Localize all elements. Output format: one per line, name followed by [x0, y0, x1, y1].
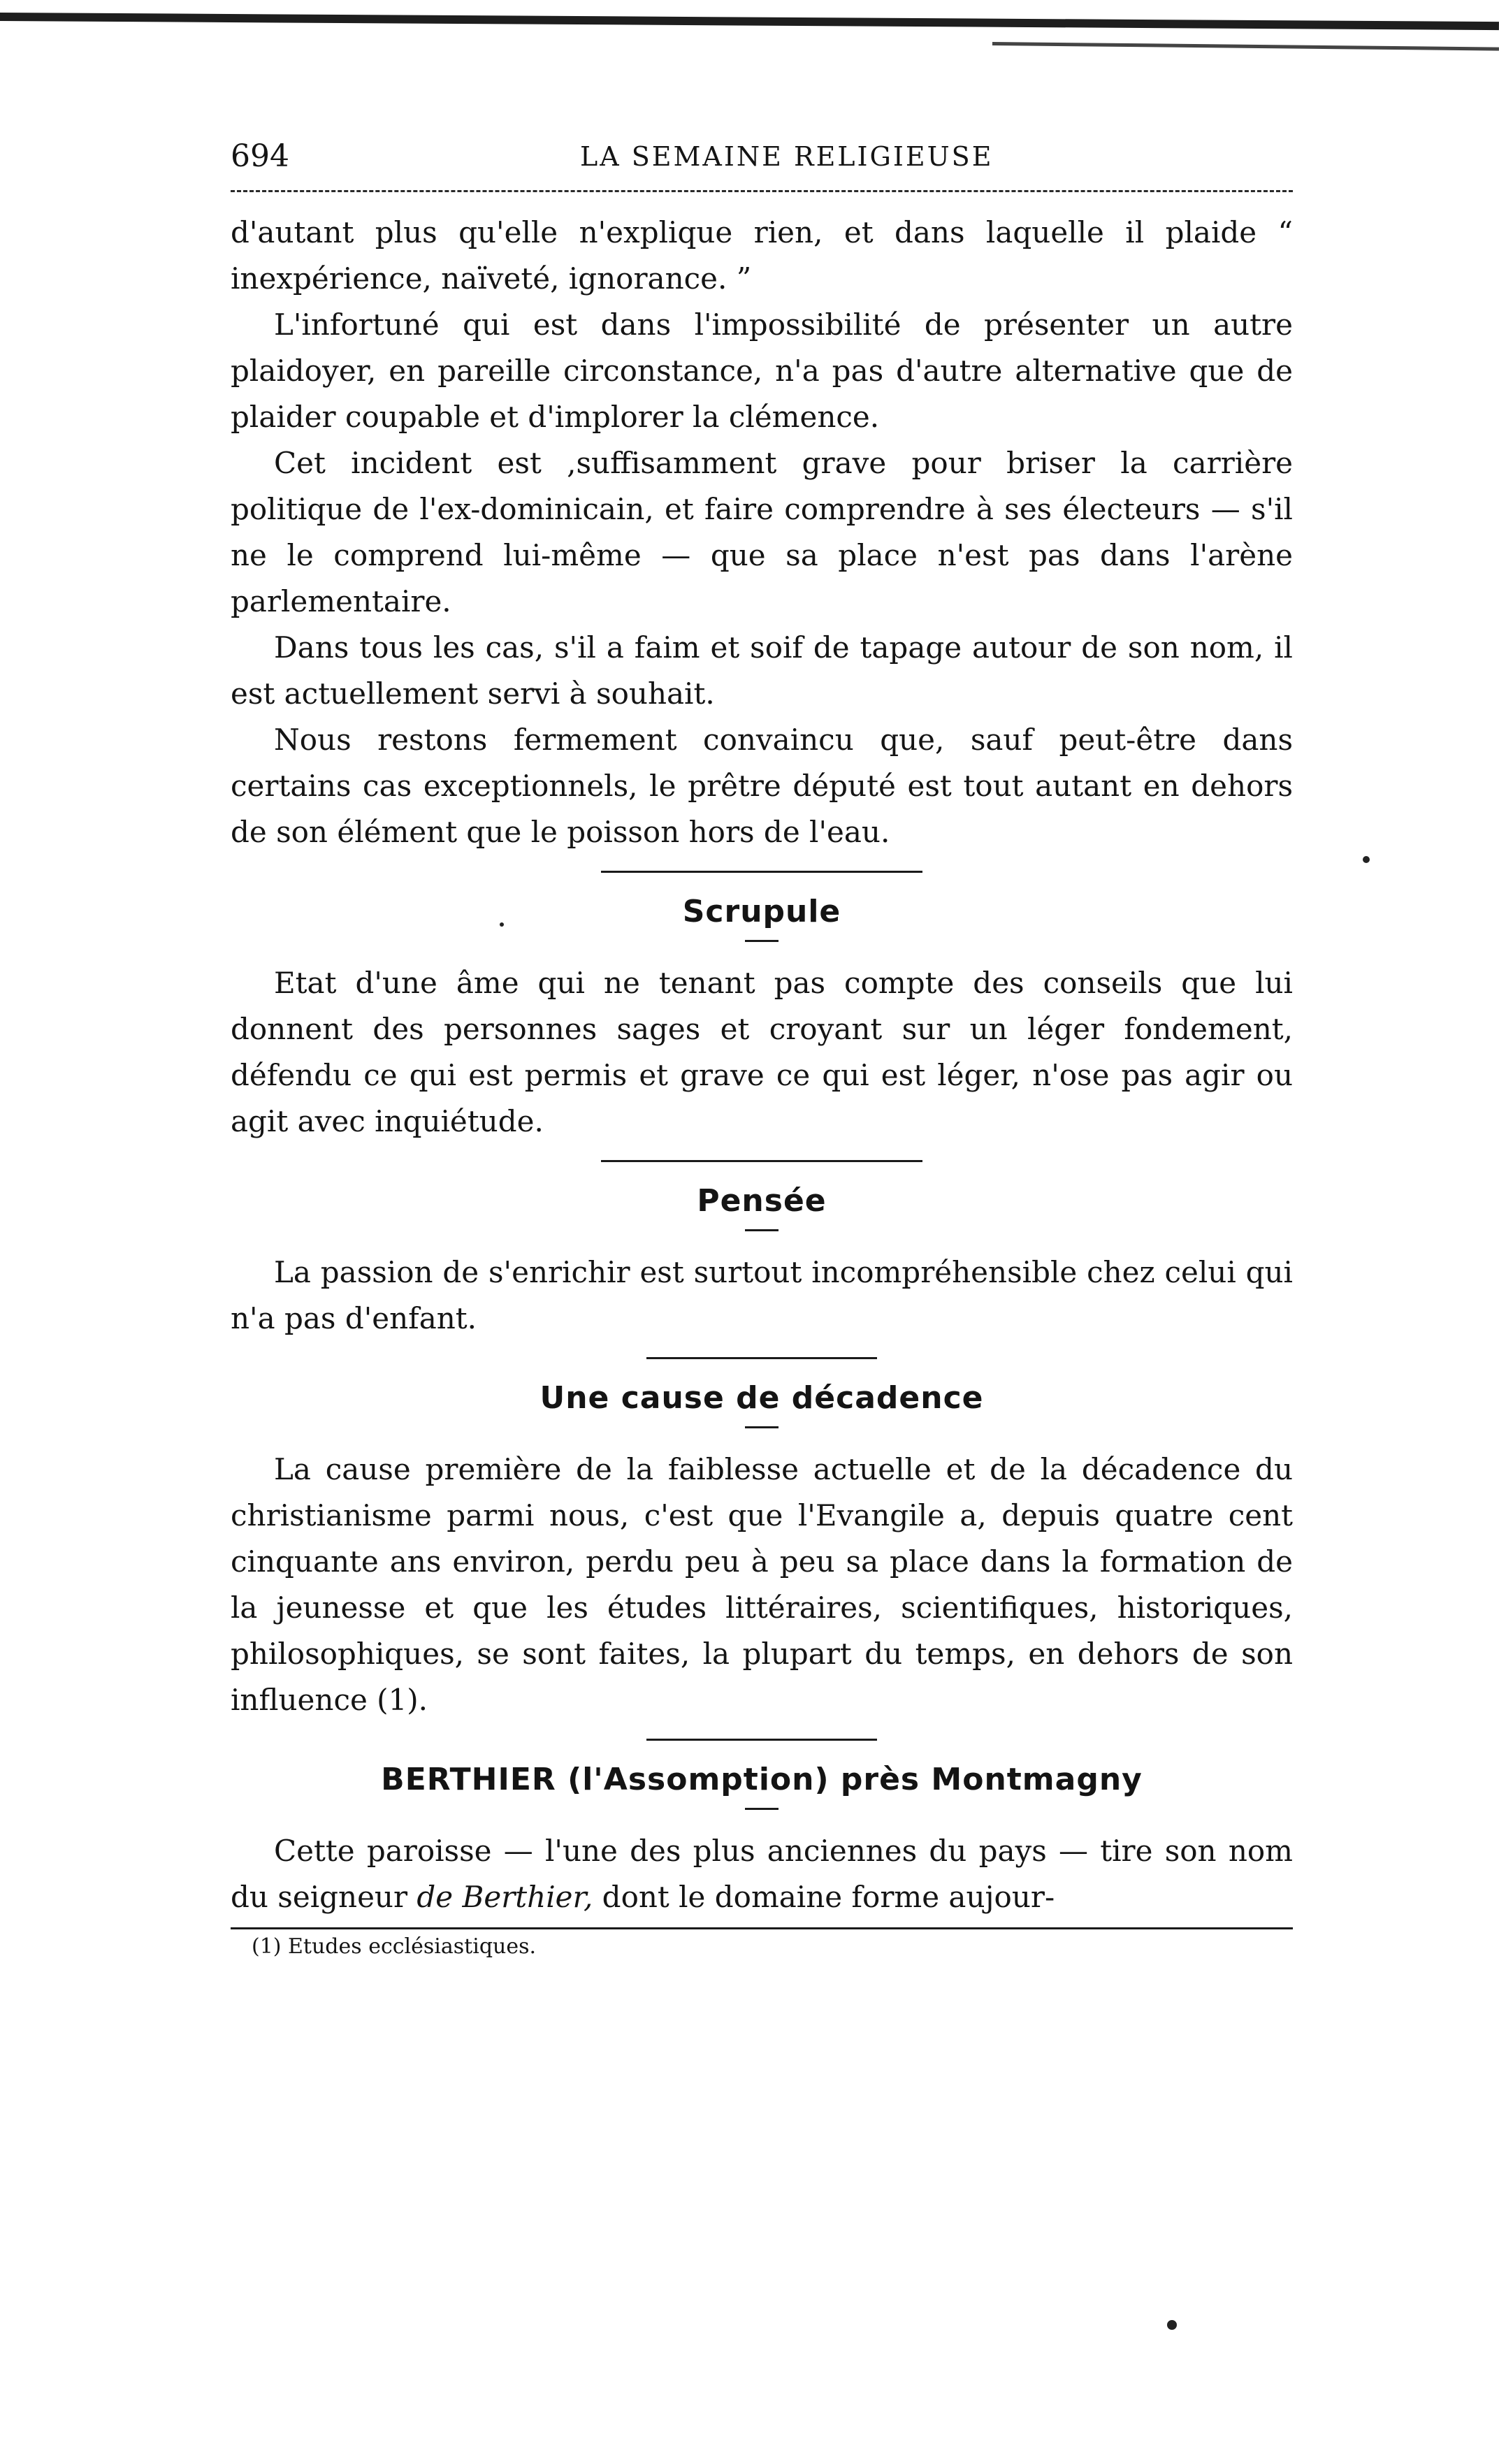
- scan-speck: [1363, 856, 1370, 863]
- berthier-text-italic: de Berthier,: [417, 1880, 593, 1914]
- scan-speck: [1167, 2320, 1177, 2330]
- page: [231, 126, 1293, 1959]
- title-dash: [745, 1426, 779, 1428]
- header-rule: [231, 190, 1293, 192]
- scan-edge-top: [0, 13, 1499, 30]
- paragraph: Dans tous les cas, s'il a faim et soif de tapage autour de son nom, il est actuellement servi à souhait.: [231, 630, 1293, 711]
- paragraph: Nous restons fermement convaincu que, sauf peut-être dans certains cas exceptionnels, le prêtre député est tout autant en dehors de son élément que le poisson hors de l'eau.: [231, 723, 1293, 849]
- paragraph: La passion de s'enrichir est surtout incompréhensible chez celui qui n'a pas d'enfant.: [231, 1255, 1293, 1335]
- title-dash: [745, 1808, 779, 1810]
- section-separator: [646, 1357, 877, 1359]
- footnote: (1) Etudes ecclésiastiques.: [252, 1934, 537, 1959]
- title-dash: [745, 1229, 779, 1231]
- section-title-scrupule: Scrupule: [682, 894, 841, 929]
- section-title-pensee: Pensée: [697, 1183, 827, 1219]
- title-dash: [745, 940, 779, 942]
- section-separator: [601, 1160, 922, 1162]
- section-separator: [601, 871, 922, 873]
- berthier-text-after: dont le domaine forme aujour-: [593, 1880, 1055, 1914]
- scan-speck: [500, 922, 504, 927]
- section-title-decadence: Une cause de décadence: [540, 1380, 984, 1416]
- paragraph: L'infortuné qui est dans l'impossibilité de présenter un autre plaidoyer, en pareille circonstance, n'a pas d'autre alternative que de plaider coupable et d'implorer la clémence.: [231, 307, 1293, 434]
- paragraph-continuation: d'autant plus qu'elle n'explique rien, et dans laquelle il plaide “ inexpérience, naïveté, ignorance. ”: [231, 215, 1293, 296]
- paragraph: Cet incident est ,suffisamment grave pour briser la carrière politique de l'ex-dominicain, et faire comprendre à ses électeurs — s'il ne le comprend lui-même — que sa place n'est pas dans l'arène parlementaire.: [231, 446, 1293, 618]
- page-body: [231, 210, 1293, 1964]
- paragraph-berthier: [231, 1828, 1293, 1920]
- paragraph: La cause première de la faiblesse actuelle et de la décadence du christianisme parmi nous, c'est que l'Evangile a, depuis quatre cent cinquante ans environ, perdu peu à peu sa place dans la formation de la jeunesse et que les études littéraires, scientifiques, historiques, philosophiques, se sont faites, la plupart du temps, en dehors de son influence (1).: [231, 1452, 1293, 1717]
- page-number: 694: [231, 138, 289, 174]
- berthier-text-before: Cette paroisse — l'une des plus anciennes du pays — tire son nom du seigneur: [231, 1834, 1293, 1914]
- scan-edge-line: [992, 42, 1499, 51]
- running-head: LA SEMAINE RELIGIEUSE: [580, 141, 994, 172]
- paragraph: Etat d'une âme qui ne tenant pas compte des conseils que lui donnent des personnes sages et croyant sur un léger fondement, défendu ce qui est permis et grave ce qui est léger, n'ose pas agir ou agit avec inquiétude.: [231, 966, 1293, 1138]
- section-title-berthier: BERTHIER (l'Assomption) près Montmagny: [381, 1762, 1143, 1797]
- page-header: [231, 126, 1293, 182]
- section-separator: [646, 1739, 877, 1741]
